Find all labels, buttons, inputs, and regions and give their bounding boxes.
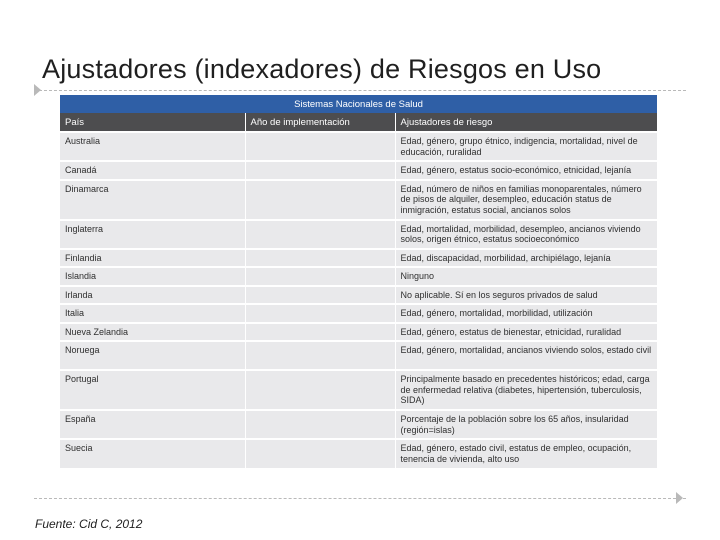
cell-anio — [245, 249, 395, 268]
cell-anio — [245, 439, 395, 468]
slide-title: Ajustadores (indexadores) de Riesgos en Uso — [42, 54, 602, 84]
cell-ajustadores: Porcentaje de la población sobre los 65 años, insularidad (región=islas) — [395, 410, 657, 439]
cell-anio — [245, 132, 395, 161]
cell-ajustadores: Edad, género, mortalidad, morbilidad, utilización — [395, 304, 657, 323]
cell-anio — [245, 161, 395, 180]
cell-anio — [245, 220, 395, 249]
cell-anio — [245, 370, 395, 410]
cell-pais: Finlandia — [60, 249, 245, 268]
cell-pais: Portugal — [60, 370, 245, 410]
table-grid — [60, 95, 658, 468]
table-row — [60, 161, 657, 180]
cell-pais: Canadá — [60, 161, 245, 180]
cell-pais: Dinamarca — [60, 180, 245, 220]
table-row — [60, 249, 657, 268]
arrow-marker-bottom — [676, 492, 683, 504]
table-row — [60, 341, 657, 370]
risk-adjusters-table — [60, 95, 657, 502]
table-row — [60, 439, 657, 468]
cell-anio — [245, 286, 395, 305]
table-row — [60, 267, 657, 286]
cell-ajustadores: Edad, género, mortalidad, ancianos viviendo solos, estado civil — [395, 341, 657, 370]
table-caption: Sistemas Nacionales de Salud — [60, 95, 657, 113]
cell-pais: Noruega — [60, 341, 245, 370]
cell-ajustadores: Edad, género, grupo étnico, indigencia, mortalidad, nivel de educación, ruralidad — [395, 132, 657, 161]
column-header-ajustadores: Ajustadores de riesgo — [395, 113, 657, 132]
cell-anio — [245, 180, 395, 220]
cell-pais: Italia — [60, 304, 245, 323]
cell-pais: Suecia — [60, 439, 245, 468]
cell-ajustadores: Edad, discapacidad, morbilidad, archipiélago, lejanía — [395, 249, 657, 268]
cell-pais: Islandia — [60, 267, 245, 286]
cell-pais: Inglaterra — [60, 220, 245, 249]
table-row — [60, 132, 657, 161]
column-header-pais: País — [60, 113, 245, 132]
table-row — [60, 304, 657, 323]
table-row — [60, 220, 657, 249]
cell-anio — [245, 410, 395, 439]
table-row — [60, 370, 657, 410]
divider-top — [34, 90, 686, 91]
cell-pais: España — [60, 410, 245, 439]
cell-anio — [245, 267, 395, 286]
divider-bottom — [34, 498, 686, 499]
table-row — [60, 323, 657, 342]
cell-ajustadores: Edad, género, estatus de bienestar, etnicidad, ruralidad — [395, 323, 657, 342]
column-header-anio: Año de implementación — [245, 113, 395, 132]
cell-pais: Irlanda — [60, 286, 245, 305]
cell-ajustadores: Edad, número de niños en familias monoparentales, número de pisos de alquiler, desempleo, educación status de inmigración, estatus social, ancianos solos — [395, 180, 657, 220]
cell-anio — [245, 323, 395, 342]
cell-pais: Australia — [60, 132, 245, 161]
table-row — [60, 410, 657, 439]
source-citation: Fuente: Cid C, 2012 — [35, 517, 143, 531]
cell-anio — [245, 304, 395, 323]
cell-anio — [245, 341, 395, 370]
table-row — [60, 180, 657, 220]
cell-ajustadores: Edad, género, estatus socio-económico, etnicidad, lejanía — [395, 161, 657, 180]
cell-ajustadores: Principalmente basado en precedentes históricos; edad, carga de enfermedad relativa (diabetes, hipertensión, tuberculosis, SIDA) — [395, 370, 657, 410]
table-row — [60, 286, 657, 305]
cell-ajustadores: Edad, mortalidad, morbilidad, desempleo, ancianos viviendo solos, origen étnico, estatus socioeconómico — [395, 220, 657, 249]
cell-ajustadores: Ninguno — [395, 267, 657, 286]
cell-ajustadores: Edad, género, estado civil, estatus de empleo, ocupación, tenencia de vivienda, alto uso — [395, 439, 657, 468]
cell-ajustadores: No aplicable. Sí en los seguros privados de salud — [395, 286, 657, 305]
cell-pais: Nueva Zelandia — [60, 323, 245, 342]
